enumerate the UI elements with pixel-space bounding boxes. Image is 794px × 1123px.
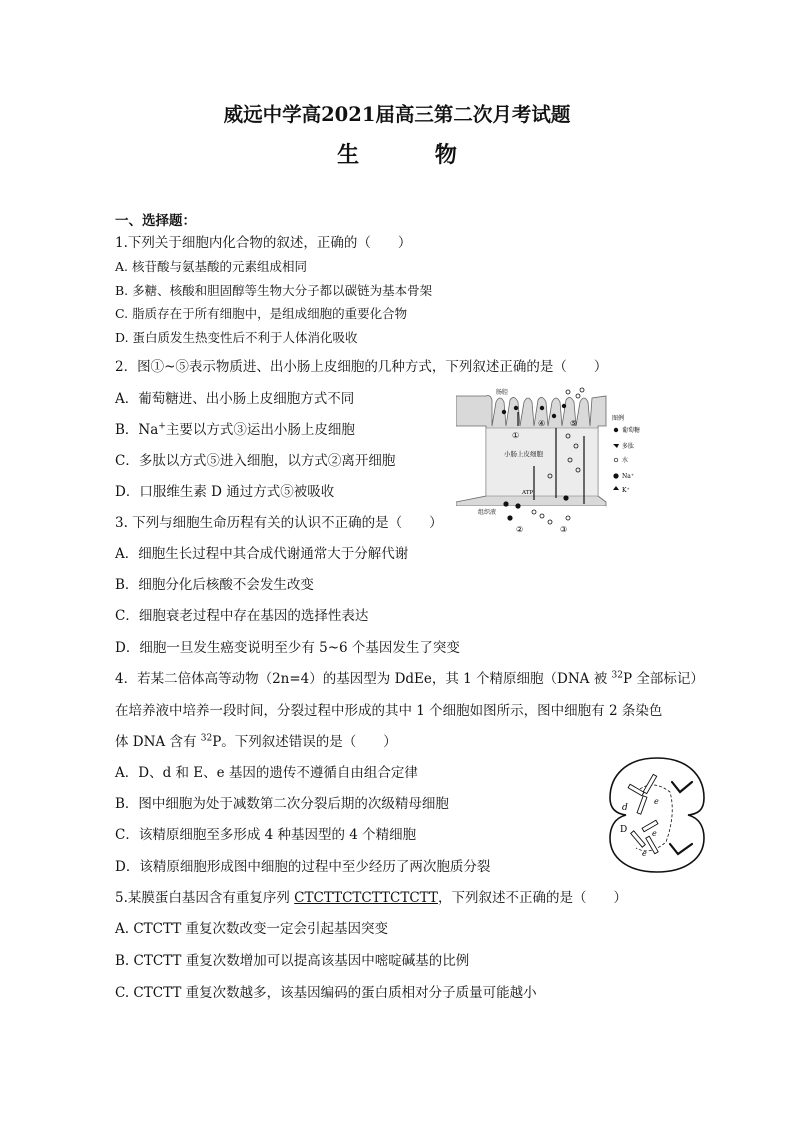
- q2-option-c: C．多肽以方式⑤进入细胞，以方式②离开细胞: [115, 453, 396, 469]
- q2-option-b: B．Na+主要以方式③运出小肠上皮细胞: [115, 421, 355, 438]
- fig-gene-e1: e: [654, 797, 659, 806]
- q5-stem: 5.某膜蛋白基因含有重复序列 CTCTTCTCTTCTCTT，下列叙述不正确的是（ ）: [115, 890, 627, 906]
- fig-label-tissue-fluid: 组织液: [478, 509, 497, 516]
- page-title: 威远中学高2021届高三第二次月考试题: [223, 103, 571, 126]
- q3-stem: 3. 下列与细胞生命历程有关的认识不正确的是（ ）: [115, 515, 443, 531]
- fig-gene-D: D: [620, 825, 628, 835]
- q3-option-b: B．细胞分化后核酸不会发生改变: [115, 577, 314, 593]
- fig-gene-d: d: [622, 803, 628, 813]
- legend-glucose: 葡萄糖: [622, 427, 641, 434]
- q3-option-c: C．细胞衰老过程中存在基因的选择性表达: [115, 608, 369, 624]
- subject-heading: 生 物: [337, 142, 491, 168]
- q2-option-a: A．葡萄糖进、出小肠上皮细胞方式不同: [115, 391, 355, 407]
- q1-option-c: C. 脂质存在于所有细胞中，是组成细胞的重要化合物: [115, 306, 408, 321]
- legend-k: K⁺: [622, 487, 630, 494]
- q4-option-a: A．D、d 和 E、e 基因的遗传不遵循自由组合定律: [115, 765, 418, 781]
- q1-stem: 1.下列关于细胞内化合物的叙述，正确的（ ）: [115, 235, 412, 251]
- q4-stem-line1: 4．若某二倍体高等动物（2n=4）的基因型为 DdEe，其 1 个精原细胞（DNA 被 $^{32}$P 全部标记）: [115, 670, 704, 687]
- q5-option-c: C. CTCTT 重复次数越多，该基因编码的蛋白质相对分子质量可能越小: [115, 985, 537, 1001]
- legend-title: 图例: [612, 415, 625, 422]
- q5-option-a: A. CTCTT 重复次数改变一定会引起基因突变: [115, 921, 389, 937]
- legend-water: 水: [622, 457, 629, 464]
- fig-num-5: ⑤: [570, 419, 578, 428]
- q4-stem-line3: 体 DNA 含有 $^{32}$P。下列叙述错误的是（ ）: [115, 733, 397, 750]
- q4-option-b: B．图中细胞为处于减数第二次分裂后期的次级精母细胞: [115, 796, 449, 812]
- fig-label-cell: 小肠上皮细胞: [504, 450, 543, 458]
- fig-num-2: ②: [516, 525, 524, 534]
- q4-option-c: C．该精原细胞至多形成 4 种基因型的 4 个精细胞: [115, 827, 417, 843]
- q3-option-d: D．细胞一旦发生癌变说明至少有 5~6 个基因发生了突变: [115, 640, 460, 656]
- legend-peptide: 多肽: [622, 443, 635, 450]
- legend-na: Na⁺: [622, 473, 634, 480]
- fig-num-1: ①: [512, 431, 520, 440]
- q1-option-a: A. 核苷酸与氨基酸的元素组成相同: [115, 259, 307, 274]
- q2-stem: 2．图①~⑤表示物质进、出小肠上皮细胞的几种方式，下列叙述正确的是（ ）: [115, 359, 608, 375]
- fig-gene-e2: e: [652, 829, 657, 838]
- q5-option-b: B. CTCTT 重复次数增加可以提高该基因中嘧啶碱基的比例: [115, 953, 470, 969]
- q1-option-d: D. 蛋白质发生热变性后不利于人体消化吸收: [115, 330, 358, 345]
- section-heading: 一、选择题：: [115, 213, 196, 229]
- fig-num-4: ④: [538, 419, 546, 428]
- q3-option-a: A．细胞生长过程中其合成代谢通常大于分解代谢: [115, 546, 409, 562]
- fig-atp-label: ATP: [522, 490, 534, 496]
- q1-option-b: B. 多糖、核酸和胆固醇等生物大分子都以碳链为基本骨架: [115, 283, 433, 298]
- q4-option-d: D．该精原细胞形成图中细胞的过程中至少经历了两次胞质分裂: [115, 859, 491, 875]
- q2-option-d: D．口服维生素 D 通过方式⑤被吸收: [115, 484, 335, 500]
- fig-gene-e3: e: [642, 849, 647, 858]
- intestinal-cell-figure: [456, 386, 652, 536]
- q4-stem-line2: 在培养液中培养一段时间，分裂过程中形成的其中 1 个细胞如图所示，图中细胞有 2 条染色: [115, 703, 663, 719]
- dividing-cell-figure: [606, 752, 708, 878]
- fig-num-3: ③: [560, 525, 568, 534]
- fig-label-lumen: 肠腔: [496, 389, 509, 396]
